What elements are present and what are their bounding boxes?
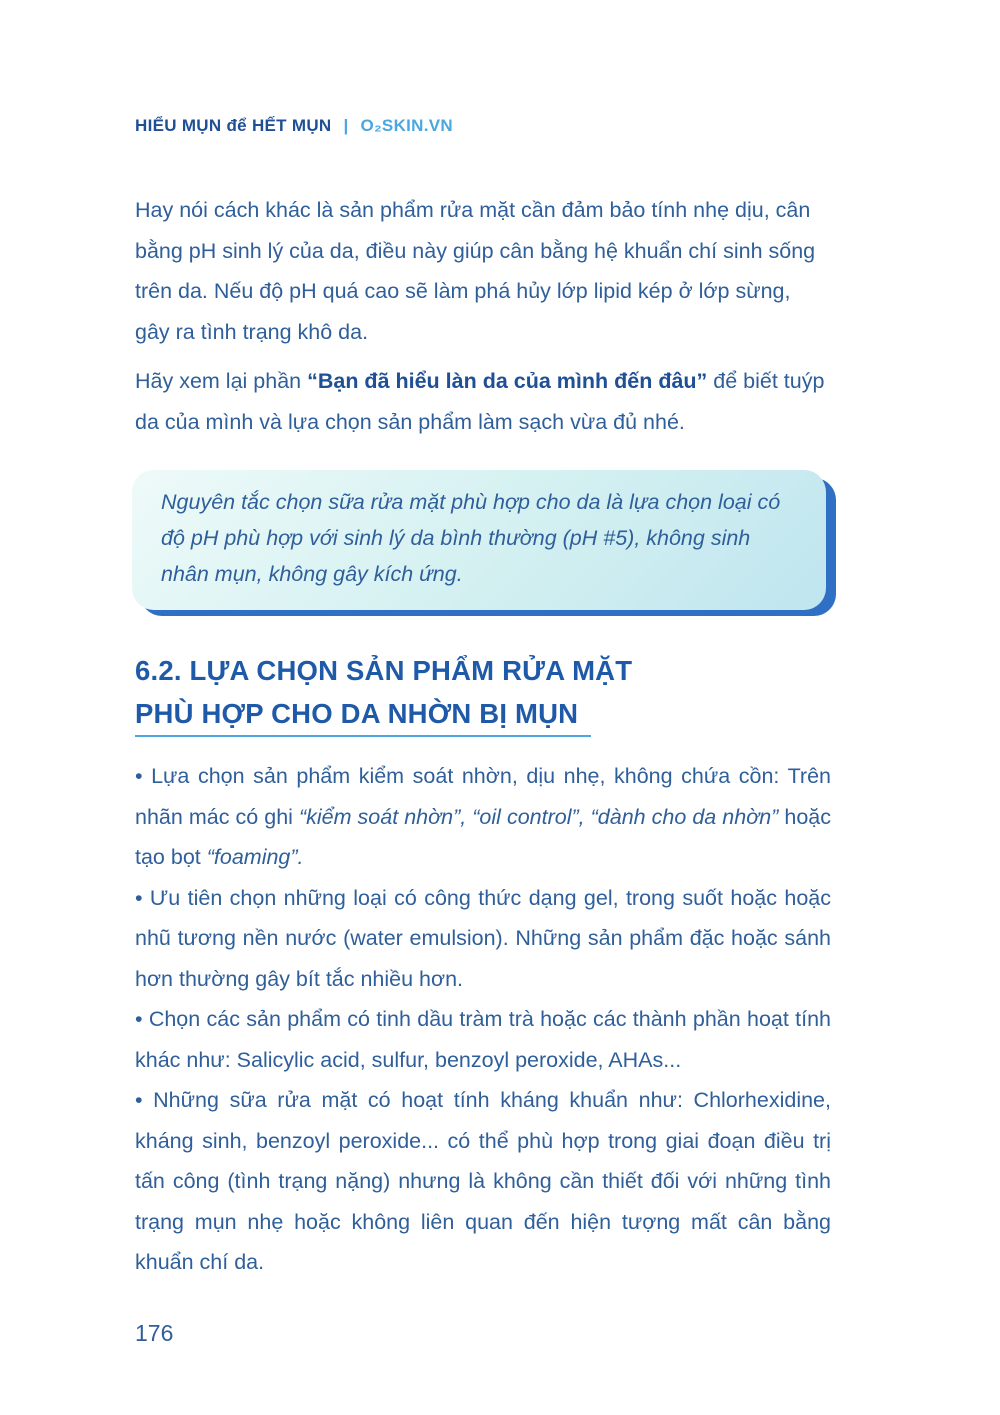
bullet-1-foaming: “foaming”. [206, 845, 304, 869]
running-header [135, 116, 453, 136]
section-heading [135, 649, 695, 735]
callout-box [132, 470, 836, 616]
page-number: 176 [135, 1320, 174, 1346]
bullet-1-text: • Lựa chọn sản phẩm kiểm soát nhờn, dịu nhẹ, không chứa cồn: Trên nhãn mác có ghi [135, 764, 831, 829]
bullet-oil-control [135, 756, 831, 878]
paragraph-ph-balance: Hay nói cách khác là sản phẩm rửa mặt cần đảm bảo tính nhẹ dịu, cân bằng pH sinh lý của da, điều này giúp cân bằng hệ khuẩn chí sinh sống trên da. Nếu độ pH quá cao sẽ làm phá hủy lớp lipid kép ở lớp sừng, gây ra tình trạng khô da. [135, 198, 816, 344]
heading-underline [135, 735, 591, 737]
bullet-list [135, 756, 831, 1283]
book-title: HIỂU MỤN để HẾT MỤN [135, 116, 332, 135]
header-separator: | [343, 116, 349, 135]
paragraph-skin-type-reference [135, 361, 831, 442]
callout-text: Nguyên tắc chọn sữa rửa mặt phù hợp cho da là lựa chọn loại có độ pH phù hợp với sinh lý da bình thường (pH #5), không sinh nhân mụn, không gây kích ứng. [161, 490, 781, 586]
callout-panel [132, 470, 826, 610]
paragraph-text-after: để biết tuýp da của mình và lựa chọn sản phẩm làm sạch vừa đủ nhé. [135, 369, 825, 434]
section-heading-line1: 6.2. LỰA CHỌN SẢN PHẨM RỬA MẶT [135, 655, 633, 686]
bullet-1-italic-labels: “kiểm soát nhờn”, “oil control”, “dành cho da nhờn” [298, 804, 779, 829]
section-reference: “Bạn đã hiểu làn da của mình đến đâu” [307, 369, 708, 393]
bullet-active-ingredients: • Chọn các sản phẩm có tinh dầu tràm trà hoặc các thành phần hoạt tính khác như: Salicylic acid, sulfur, benzoyl peroxide, AHAs... [135, 1007, 831, 1072]
paragraph-text-before: Hãy xem lại phần [135, 369, 308, 393]
section-heading-line2: PHÙ HỢP CHO DA NHỜN BỊ MỤN [135, 698, 579, 729]
bullet-gel-formula: • Ưu tiên chọn những loại có công thức dạng gel, trong suốt hoặc hoặc nhũ tương nền nước (water emulsion). Những sản phẩm đặc hoặc sánh hơn thường gây bít tắc nhiều hơn. [135, 885, 831, 991]
website-label: O₂SKIN.VN [360, 116, 453, 135]
bullet-antibacterial: • Những sữa rửa mặt có hoạt tính kháng khuẩn như: Chlorhexidine, kháng sinh, benzoyl peroxide... có thể phù hợp trong giai đoạn điều trị tấn công (tình trạng nặng) nhưng là không cần thiết đối với những tình trạng mụn nhẹ hoặc không liên quan đến hiện tượng mất cân bằng khuẩn chí da. [135, 1088, 831, 1274]
bullet-1-text-2: hoặc tạo bọt [135, 804, 831, 869]
